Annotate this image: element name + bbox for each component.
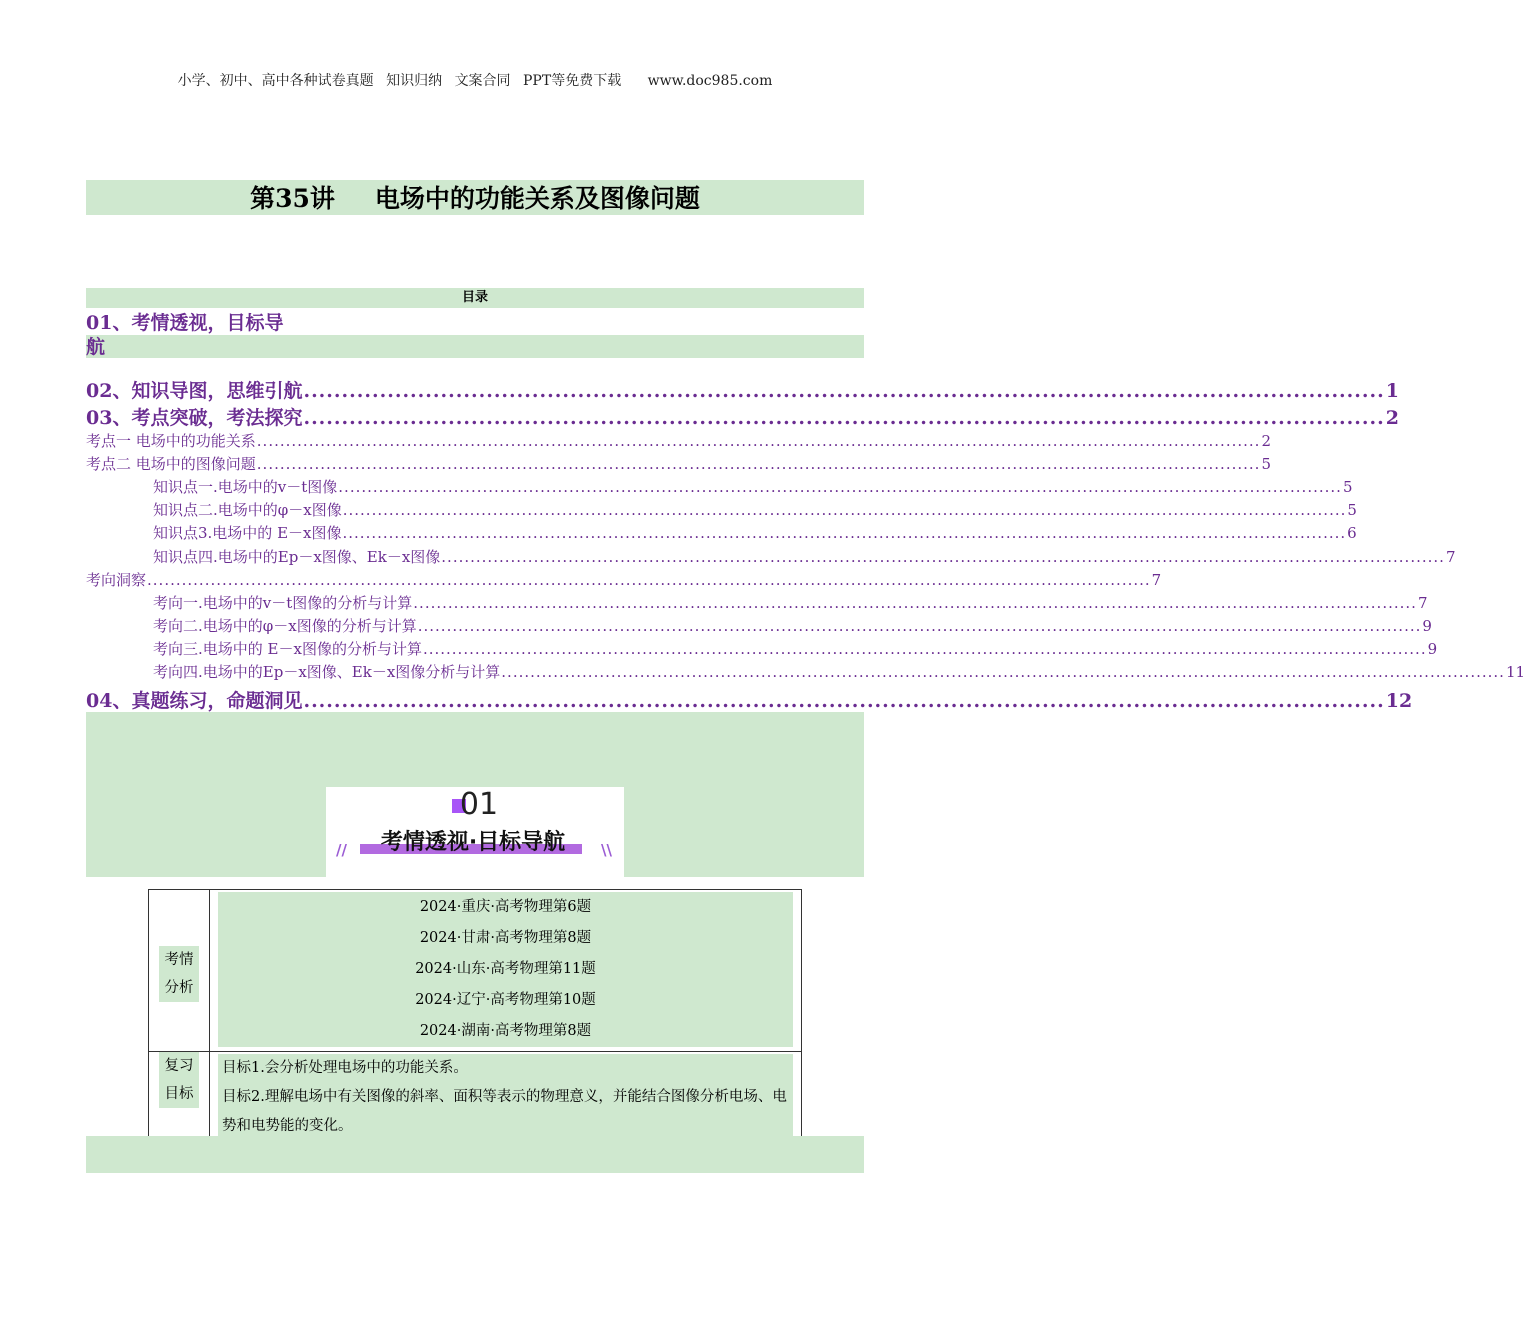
toc-entry-page: 5 bbox=[1261, 455, 1271, 473]
toc-entry[interactable]: 03、考点突破，考法探究 .............................................................................................................................................. 2 bbox=[86, 403, 864, 430]
toc-entry[interactable]: 考向洞察 .............................................................................................................................................................................. 7 bbox=[86, 571, 1162, 589]
toc-entry-page: 9 bbox=[1427, 640, 1438, 658]
toc-entry-page: 6 bbox=[1347, 524, 1357, 542]
toc-entry[interactable]: 知识点3.电场中的 E－x图像 .............................................................................................................................................................................. 6 bbox=[153, 524, 1357, 542]
toc-entry-page: 7 bbox=[1151, 571, 1162, 589]
section-banner: 01 // 考情透视·目标导航 \\ bbox=[326, 787, 624, 877]
goals-label-cell bbox=[149, 1052, 210, 1148]
page-title bbox=[86, 180, 864, 215]
goal-item: 目标2.理解电场中有关图像的斜率、面积等表示的物理意义，并能结合图像分析电场、电势和电势能的变化。 bbox=[222, 1089, 787, 1134]
goal-item: 目标1.会分析处理电场中的功能关系。 bbox=[222, 1060, 468, 1076]
toc-entry[interactable]: 考向三.电场中的 E－x图像的分析与计算 .............................................................................................................................................................................. 9 bbox=[153, 640, 1438, 658]
analysis-label-cell bbox=[149, 890, 210, 1052]
section-number-text: 01 bbox=[459, 787, 499, 822]
header-item: 知识归纳 bbox=[386, 73, 443, 89]
goals-cell bbox=[210, 1052, 802, 1148]
toc-entry[interactable]: 02、知识导图，思维引航 .............................................................................................................................................. 1 bbox=[86, 376, 864, 403]
toc-entry-page: 2 bbox=[1261, 432, 1271, 450]
toc-entry-page: 9 bbox=[1422, 617, 1432, 635]
toc-entry-01-line2: 航 bbox=[86, 336, 106, 358]
toc-entry-text: 04、真题练习，命题洞见 bbox=[86, 690, 303, 712]
toc-entry-page: 7 bbox=[1417, 594, 1428, 612]
toc-entry[interactable]: 知识点一.电场中的v－t图像 .............................................................................................................................................................................. 5 bbox=[153, 478, 1353, 496]
toc-entry-text: 03、考点突破，考法探究 bbox=[86, 407, 303, 429]
exam-item: 2024·辽宁·高考物理第10题 bbox=[415, 992, 596, 1008]
header-item: 文案合同 bbox=[454, 73, 511, 89]
toc-entry-page: 2 bbox=[1385, 407, 1399, 429]
toc-entry-text: 知识点二.电场中的φ－x图像 bbox=[153, 501, 342, 519]
toc-entry[interactable]: 考向四.电场中的Ep－x图像、Ek－x图像分析与计算 .............................................................................................................................................................................. 11 bbox=[153, 663, 1525, 681]
exam-item: 2024·甘肃·高考物理第8题 bbox=[419, 930, 592, 946]
toc-entry-page: 12 bbox=[1385, 690, 1413, 712]
exam-item: 2024·山东·高考物理第11题 bbox=[415, 961, 596, 977]
toc-entry[interactable]: 考点一 电场中的功能关系 .............................................................................................................................................................................. 2 bbox=[86, 432, 1271, 450]
header-link[interactable]: www.doc985.com bbox=[647, 73, 773, 89]
section-title: 考情透视·目标导航 bbox=[380, 830, 566, 855]
toc-heading: 目录 bbox=[86, 288, 864, 308]
table-row bbox=[149, 890, 802, 1052]
toc-entry-text: 考向一.电场中的v－t图像的分析与计算 bbox=[153, 594, 413, 612]
toc-entry[interactable]: 考向二.电场中的φ－x图像的分析与计算 .............................................................................................................................................................................. 9 bbox=[153, 617, 1432, 635]
toc-entry[interactable]: 知识点二.电场中的φ－x图像 .............................................................................................................................................................................. 5 bbox=[153, 501, 1357, 519]
lecture-topic: 电场中的功能关系及图像问题 bbox=[374, 184, 700, 213]
section-footer-band bbox=[86, 1136, 864, 1173]
toc-entry-page: 11 bbox=[1505, 663, 1525, 681]
toc-entry-01[interactable] bbox=[86, 310, 864, 358]
toc-entry-page: 5 bbox=[1342, 478, 1353, 496]
toc-entry-page: 7 bbox=[1445, 548, 1456, 566]
exam-item: 2024·重庆·高考物理第6题 bbox=[419, 899, 592, 915]
exam-item: 2024·湖南·高考物理第8题 bbox=[419, 1023, 592, 1039]
toc-entry-text: 考点一 电场中的功能关系 bbox=[86, 432, 256, 450]
toc-entry-text: 知识点四.电场中的Ep－x图像、Ek－x图像 bbox=[153, 548, 441, 566]
goals-label: 复习 bbox=[164, 1058, 194, 1074]
toc-entry-text: 考向洞察 bbox=[86, 571, 147, 589]
toc-entry[interactable]: 考向一.电场中的v－t图像的分析与计算 .............................................................................................................................................................................. 7 bbox=[153, 594, 1428, 612]
page-header bbox=[0, 70, 950, 90]
goals-label: 目标 bbox=[164, 1086, 194, 1102]
toc-entry-text: 知识点3.电场中的 E－x图像 bbox=[153, 524, 342, 542]
toc-entry[interactable]: 考点二 电场中的图像问题 .............................................................................................................................................................................. 5 bbox=[86, 455, 1271, 473]
section-number bbox=[326, 787, 624, 823]
toc-entry-01-line1: 01、考情透视，目标导 bbox=[86, 310, 326, 334]
toc-entry-text: 考向三.电场中的 E－x图像的分析与计算 bbox=[153, 640, 422, 658]
toc-entry-text: 考向二.电场中的φ－x图像的分析与计算 bbox=[153, 617, 417, 635]
toc-entry-page: 1 bbox=[1385, 380, 1399, 402]
exam-info-table bbox=[148, 889, 802, 1148]
analysis-label: 考情 bbox=[164, 951, 194, 968]
header-item: 小学、初中、高中各种试卷真题 bbox=[177, 73, 374, 89]
toc-entry[interactable]: 知识点四.电场中的Ep－x图像、Ek－x图像 .............................................................................................................................................................................. 7 bbox=[153, 548, 1456, 566]
exams-cell bbox=[210, 890, 802, 1052]
analysis-label: 分析 bbox=[164, 979, 194, 996]
toc-entry[interactable]: 04、真题练习，命题洞见 .............................................................................................................................................. 12 bbox=[86, 686, 864, 713]
table-row bbox=[149, 1052, 802, 1148]
toc-entry-text: 知识点一.电场中的v－t图像 bbox=[153, 478, 338, 496]
toc-entry-text: 考点二 电场中的图像问题 bbox=[86, 455, 256, 473]
lecture-number: 第35讲 bbox=[250, 184, 335, 213]
toc-entry-page: 5 bbox=[1347, 501, 1357, 519]
toc-entry-text: 考向四.电场中的Ep－x图像、Ek－x图像分析与计算 bbox=[153, 663, 501, 681]
header-item: PPT等免费下载 bbox=[523, 73, 622, 89]
toc-entry-text: 02、知识导图，思维引航 bbox=[86, 380, 303, 402]
